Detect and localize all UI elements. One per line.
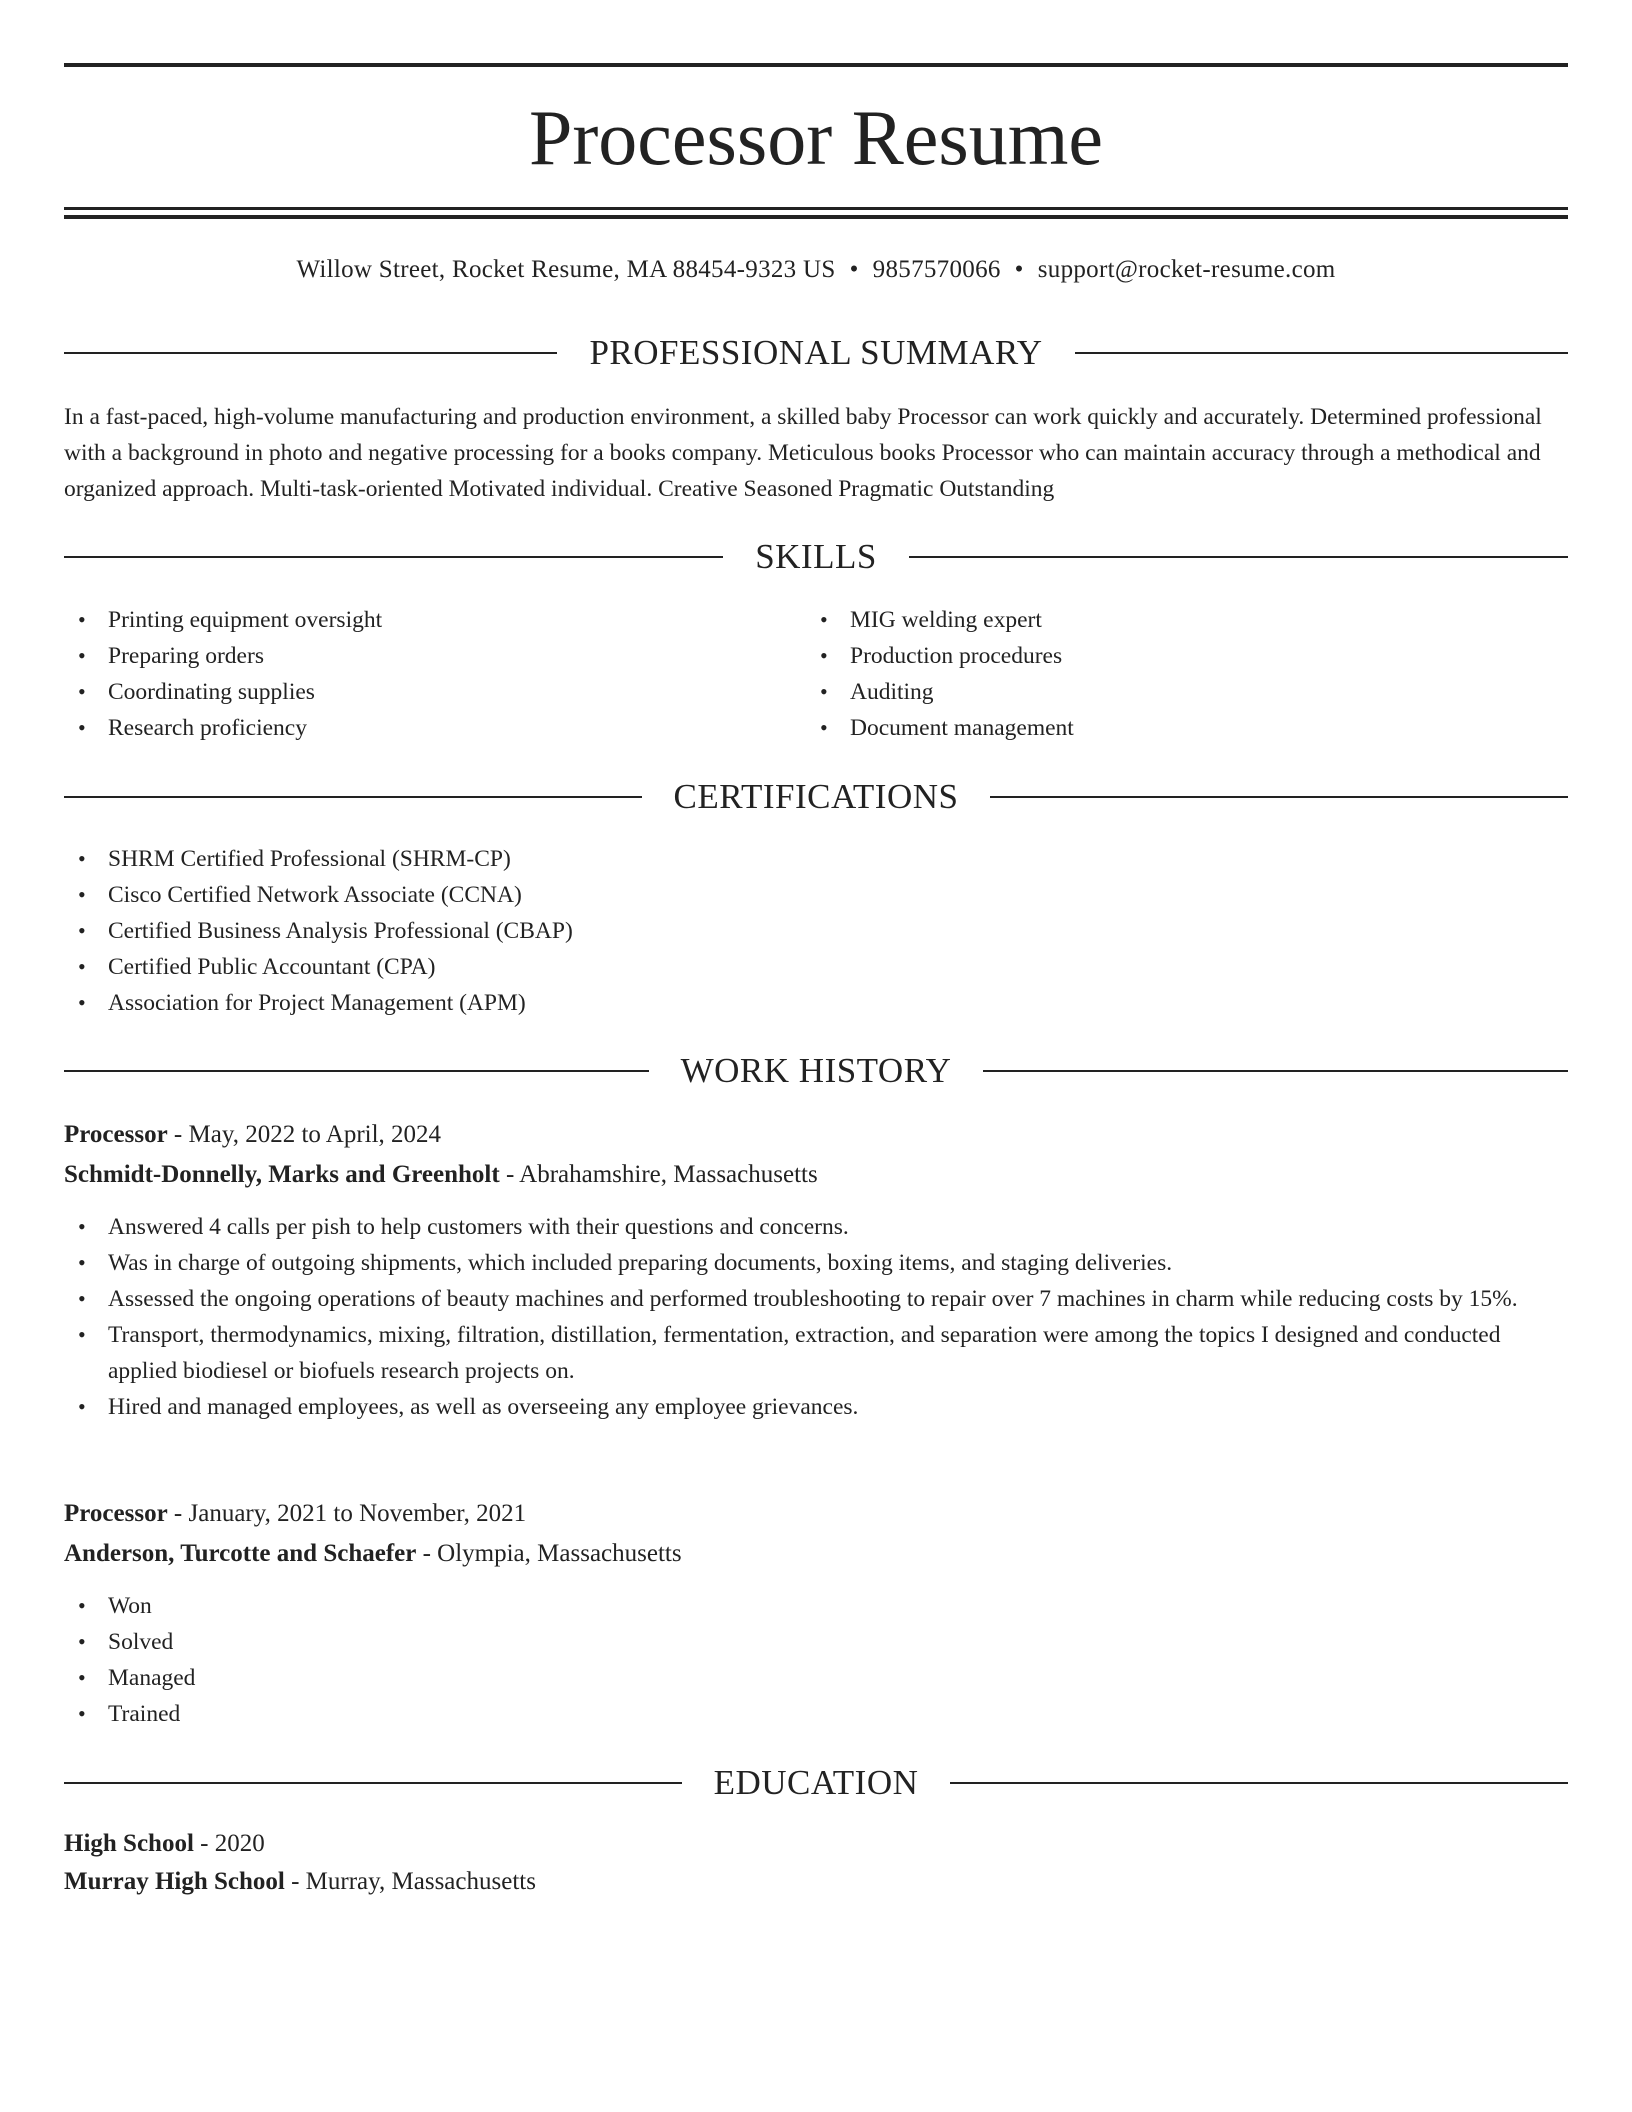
job-bullet: • Assessed the ongoing operations of beauty machines and performed troubleshooting to repair over 7 machines in charm while reducing costs by 15%.: [64, 1281, 1568, 1317]
job-dates: - January, 2021 to November, 2021: [167, 1500, 527, 1527]
skill-item: • Production procedures: [806, 638, 1546, 674]
job-title: Processor: [64, 1121, 168, 1148]
section-heading-label: WORK HISTORY: [680, 1051, 952, 1090]
job-title-line: [64, 1496, 1568, 1532]
title-rule-lower: [64, 215, 1568, 219]
heading-rule: [64, 796, 642, 798]
title-rule-upper: [64, 207, 1568, 210]
job-dates: - May, 2022 to April, 2024: [167, 1121, 442, 1148]
contact-email: support@rocket-resume.com: [1037, 256, 1336, 283]
education-location: - Murray, Massachusetts: [284, 1868, 536, 1895]
section-heading-certifications: [64, 774, 1568, 820]
heading-rule: [64, 1070, 649, 1072]
job-bullet: • Won: [64, 1588, 1568, 1624]
contact-address: Willow Street, Rocket Resume, MA 88454-9323 US: [296, 256, 836, 283]
education-year: - 2020: [193, 1830, 265, 1857]
job-bullets: [64, 1588, 1568, 1732]
job-bullets: [64, 1209, 1568, 1425]
certification-item: • Certified Business Analysis Professional (CBAP): [64, 913, 1568, 949]
skills-list-right: [806, 602, 1546, 746]
job-bullet: • Managed: [64, 1660, 1568, 1696]
section-heading-label: SKILLS: [755, 537, 877, 576]
contact-phone: 9857570066: [872, 256, 1001, 283]
heading-rule: [983, 1070, 1568, 1072]
certification-item: • SHRM Certified Professional (SHRM-CP): [64, 841, 1568, 877]
heading-rule: [64, 1782, 682, 1784]
section-heading-skills: [64, 534, 1568, 580]
heading-rule: [950, 1782, 1568, 1784]
certification-item: • Association for Project Management (APM): [64, 985, 1568, 1021]
skill-item: • Document management: [806, 710, 1546, 746]
section-heading-education: [64, 1760, 1568, 1806]
section-heading-label: EDUCATION: [713, 1763, 919, 1802]
skill-item: • Preparing orders: [64, 638, 804, 674]
job-bullet: • Was in charge of outgoing shipments, which included preparing documents, boxing items, and staging deliveries.: [64, 1245, 1568, 1281]
education-school: Murray High School: [64, 1868, 285, 1895]
job-company: Schmidt-Donnelly, Marks and Greenholt: [64, 1161, 500, 1188]
contact-separator: •: [1014, 256, 1024, 283]
contact-separator: •: [849, 256, 859, 283]
certification-item: • Cisco Certified Network Associate (CCNA): [64, 877, 1568, 913]
job-company-line: [64, 1536, 1568, 1572]
job-bullet: • Answered 4 calls per pish to help customers with their questions and concerns.: [64, 1209, 1568, 1245]
skill-item: • Auditing: [806, 674, 1546, 710]
job-bullet: • Hired and managed employees, as well as overseeing any employee grievances.: [64, 1389, 1568, 1425]
certifications-list: [64, 841, 1568, 1021]
contact-line: [64, 252, 1568, 288]
heading-rule: [990, 796, 1568, 798]
summary-text: In a fast-paced, high-volume manufacturing and production environment, a skilled baby Processor can work quickly and accurately. Determined professional with a background in photo and negative processing for a books company. Meticulous books Processor who can maintain accuracy through a methodical and organized approach. Multi-task-oriented Motivated individual. Creative Seasoned Pragmatic Outstanding: [64, 404, 1542, 502]
heading-rule: [64, 352, 557, 354]
skill-item: • MIG welding expert: [806, 602, 1546, 638]
education-degree: High School: [64, 1830, 194, 1857]
job-bullet: • Trained: [64, 1696, 1568, 1732]
skill-item: • Printing equipment oversight: [64, 602, 804, 638]
skill-item: • Research proficiency: [64, 710, 804, 746]
job-company: Anderson, Turcotte and Schaefer: [64, 1540, 417, 1567]
section-heading-work-history: [64, 1048, 1568, 1094]
section-heading-label: PROFESSIONAL SUMMARY: [589, 333, 1043, 372]
top-rule: [64, 63, 1568, 67]
job-location: - Olympia, Massachusetts: [416, 1540, 682, 1567]
job-bullet: • Solved: [64, 1624, 1568, 1660]
education-degree-line: [64, 1826, 1568, 1862]
skills-list-left: [64, 602, 804, 746]
job-bullet: • Transport, thermodynamics, mixing, filtration, distillation, fermentation, extraction, and separation were among the topics I designed and conducted applied biodiesel or biofuels research projects on.: [64, 1317, 1568, 1389]
heading-rule: [909, 556, 1568, 558]
resume-title: Processor Resume: [528, 94, 1104, 181]
job-title-line: [64, 1117, 1568, 1153]
heading-rule: [1075, 352, 1568, 354]
heading-rule: [64, 556, 723, 558]
section-heading-label: CERTIFICATIONS: [673, 777, 959, 816]
education-school-line: [64, 1864, 1568, 1900]
certification-item: • Certified Public Accountant (CPA): [64, 949, 1568, 985]
job-title: Processor: [64, 1500, 168, 1527]
job-company-line: [64, 1157, 1568, 1193]
section-heading-summary: [64, 330, 1568, 376]
job-location: - Abrahamshire, Massachusetts: [499, 1161, 818, 1188]
skill-item: • Coordinating supplies: [64, 674, 804, 710]
